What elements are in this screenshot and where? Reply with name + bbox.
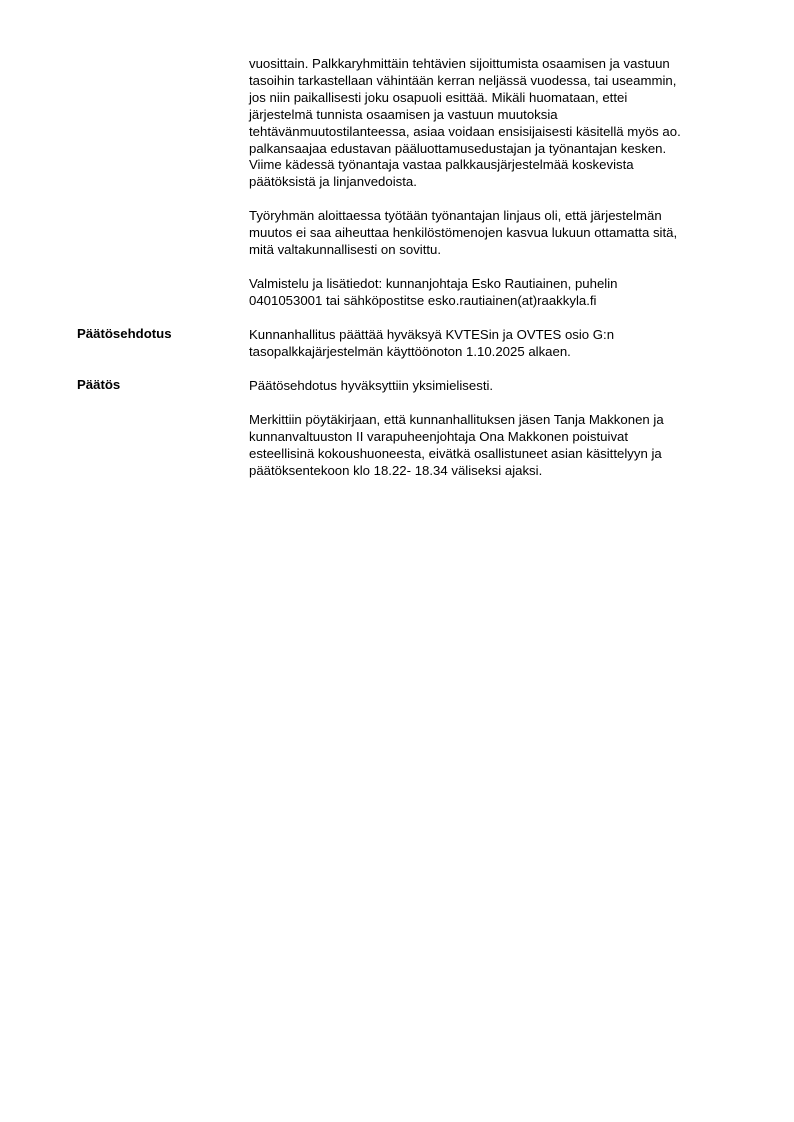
text-line: muutos ei saa aiheuttaa henkilöstömenojen kasvua lukuun ottamatta sitä, — [249, 224, 678, 240]
text-line: tasoihin tarkastellaan vähintään kerran neljässä vuodessa, tai useammin, — [249, 72, 677, 88]
text-line: Työryhmän aloittaessa työtään työnantajan linjaus oli, että järjestelmän — [249, 208, 662, 223]
decision-text — [249, 378, 744, 395]
preparation-info — [249, 276, 744, 310]
text-line: tasopalkkajärjestelmän käyttöönoton 1.10.2025 alkaen. — [249, 343, 571, 359]
text-line: mitä valtakunnallisesti on sovittu. — [249, 241, 442, 257]
text-line: päätöksentekoon klo 18.22- 18.34 väliseksi ajaksi. — [249, 462, 543, 478]
text-line: Viime kädessä työnantaja vastaa palkkausjärjestelmää koskevista — [249, 157, 634, 173]
minutes-note — [249, 412, 744, 480]
text-line: Kunnanhallitus päättää hyväksyä KVTESin ja OVTES osio G:n — [249, 327, 615, 342]
text-line: tehtävänmuutostilanteessa, asiaa voidaan ensisijaisesti käsitellä myös ao. — [249, 123, 681, 139]
text-line: 0401053001 tai sähköpostitse esko.rautiainen(at)raakkyla.fi — [249, 292, 597, 308]
body-paragraph — [249, 56, 744, 191]
text-line: päätöksistä ja linjanvedoista. — [249, 174, 417, 190]
text-line: järjestelmä tunnista osaamisen ja vastuun muutoksia — [249, 106, 558, 122]
decision-label: Päätös — [77, 377, 121, 392]
text-line: kunnanvaltuuston II varapuheenjohtaja Ona Makkonen poistuivat — [249, 428, 629, 444]
text-line: Merkittiin pöytäkirjaan, että kunnanhallituksen jäsen Tanja Makkonen ja — [249, 412, 664, 427]
body-paragraph — [249, 208, 744, 259]
text-line: jos niin paikallisesti joku osapuoli esittää. Mikäli huomataan, ettei — [249, 89, 628, 105]
text-line: Valmistelu ja lisätiedot: kunnanjohtaja Esko Rautiainen, puhelin — [249, 276, 618, 291]
text-line: esteellisinä kokoushuoneesta, eivätkä osallistuneet asian käsittelyyn ja — [249, 445, 662, 461]
text-line: palkansaajaa edustavan pääluottamusedustajan ja työnantajan kesken. — [249, 140, 667, 156]
text-line: Päätösehdotus hyväksyttiin yksimielisesti. — [249, 378, 494, 393]
proposal-label: Päätösehdotus — [77, 326, 172, 341]
text-line: vuosittain. Palkkaryhmittäin tehtävien sijoittumista osaamisen ja vastuun — [249, 56, 670, 71]
proposal-text — [249, 327, 744, 361]
